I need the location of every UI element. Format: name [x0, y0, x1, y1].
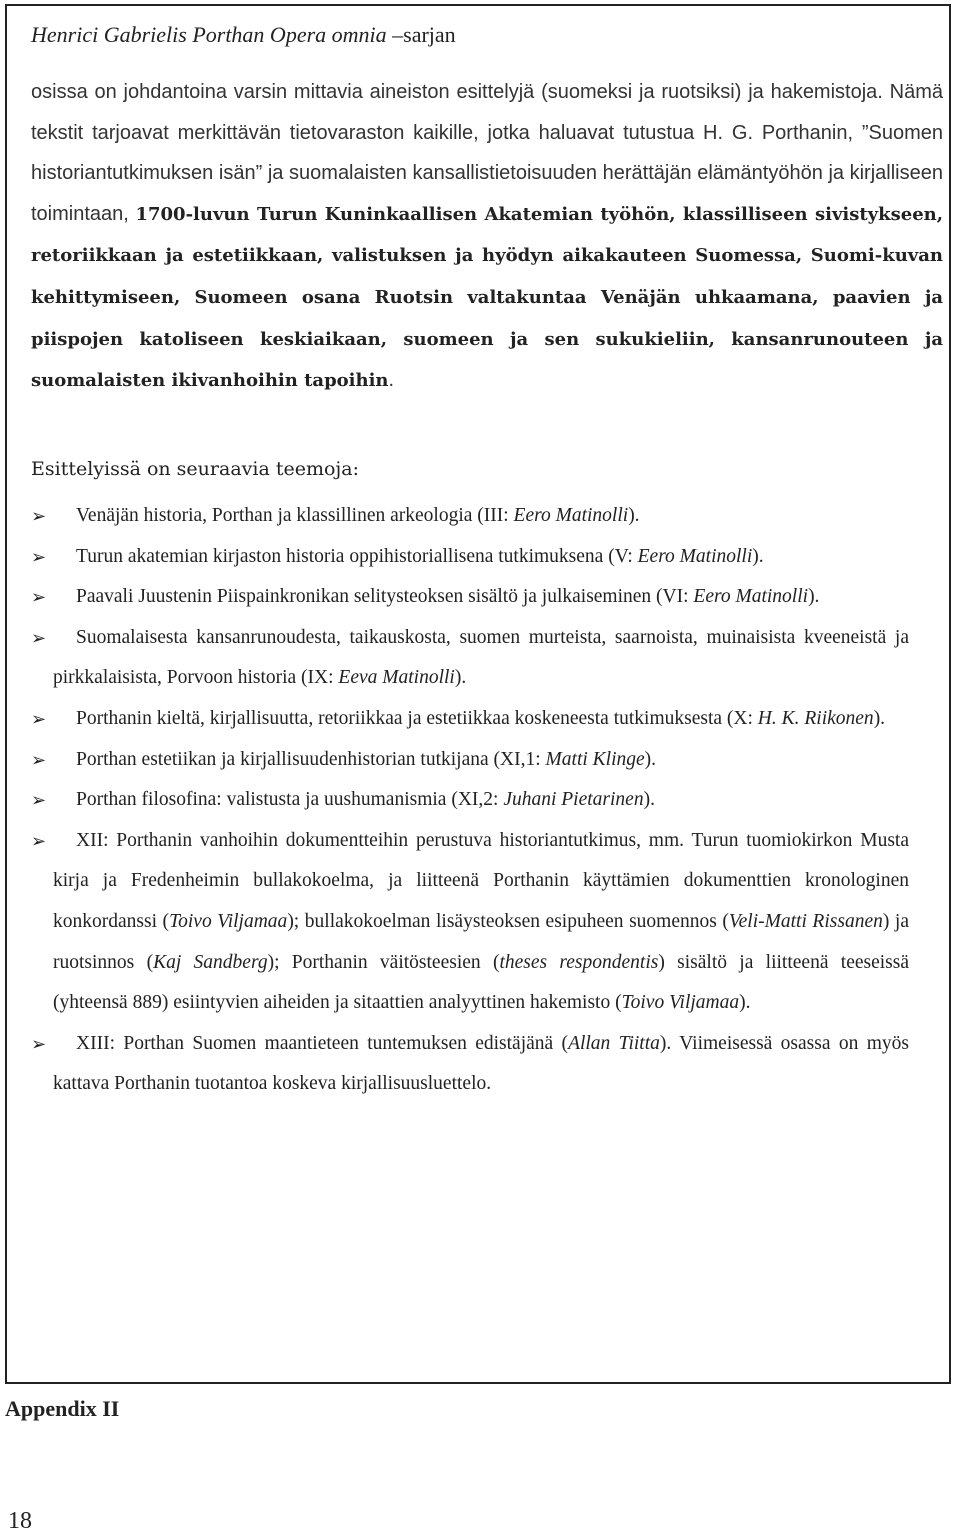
item-text: Porthan filosofina: valistusta ja uushumanismia (XI,2:	[76, 789, 504, 811]
item-text: ) sisältö ja liitteenä teeseissä (yhteensä 889) esiintyvien aiheiden ja sitaattien analyyttinen hakemisto (	[53, 951, 910, 1014]
item-author: Allan Tiitta	[568, 1032, 660, 1054]
list-item	[31, 618, 909, 699]
theme-list	[31, 496, 909, 1105]
arrow-bullet-icon: ➢	[31, 790, 47, 811]
list-item	[31, 537, 909, 578]
item-text: Venäjän historia, Porthan ja klassillinen arkeologia (III:	[76, 505, 514, 526]
series-title-suffix: –sarjan	[386, 22, 456, 47]
item-text: Suomalaisesta kansanrunoudesta, taikauskosta, suomen murteista, saarnoista, muinaisista kveeneistä ja pirkkalaisista, Porvoon historia (IX:	[53, 626, 909, 689]
item-author: Eero Matinolli	[693, 586, 809, 608]
intro-bold-topics: 1700-luvun Turun Kuninkaallisen Akatemian työhön, klassilliseen sivistykseen, retoriikkaan ja estetiikkaan, valistuksen ja hyödyn aikakauteen Suomessa, Suomi-kuvan kehittymiseen, Suomeen osana Ruotsin valtakuntaa Venäjän uhkaamana, paavien ja piispojen katoliseen keskiaikaan, suomeen ja sen sukukieliin, kansanrunouteen ja suomalaisten ikivanhoihin tapoihin	[31, 203, 944, 392]
list-item	[31, 699, 909, 740]
intro-text: osissa on johdantoina varsin mittavia aineiston esittelyjä (suomeksi ja ruotsiksi) ja hakemistoja. Nämä tekstit tarjoavat merkittävän tietovaraston kaikille, jotka haluavat tutustua H. G. Porthanin, ”Suomen historiantutkimuksen isän” ja suomalaisten kansallistietoisuuden herättäjän elämäntyöhön ja kirjalliseen toimintaan,	[31, 81, 943, 225]
list-item	[31, 821, 909, 1024]
item-text: ) ja ruotsinnos (	[53, 910, 909, 973]
item-text: Turun akatemian kirjaston historia oppihistoriallisena tutkimuksena (V:	[76, 545, 638, 567]
page-number: 18	[8, 1508, 32, 1534]
list-item	[31, 496, 909, 537]
item-text: Porthan estetiikan ja kirjallisuudenhistorian tutkijana (XI,1:	[76, 748, 546, 770]
list-item	[31, 780, 909, 821]
arrow-bullet-icon: ➢	[31, 546, 47, 567]
item-author: Toivo Viljamaa	[621, 992, 740, 1014]
item-text-end: ).	[739, 992, 751, 1014]
item-text: ); Porthanin väitösteesien (	[267, 951, 500, 973]
item-author: Eero Matinolli	[513, 505, 629, 526]
arrow-bullet-icon: ➢	[31, 749, 47, 770]
arrow-bullet-icon: ➢	[31, 708, 47, 729]
item-author: Eeva Matinolli	[338, 667, 455, 689]
item-author: Juhani Pietarinen	[503, 789, 644, 811]
item-latin-term: theses respondentis	[499, 951, 659, 973]
item-text: Porthanin kieltä, kirjallisuutta, retoriikkaa ja estetiikkaa koskeneesta tutkimuksesta (X:	[76, 707, 758, 729]
item-text-end: ).	[628, 505, 640, 526]
item-text-end: ).	[643, 789, 655, 811]
item-text: XII: Porthanin vanhoihin dokumentteihin perustuva historiantutkimus, mm. Turun tuomiokirkon Musta kirja ja Fredenheimin bullakokoelma, ja liitteenä Porthanin käyttämien dokumenttien kronologinen konkordanssi (	[53, 829, 909, 932]
list-item	[31, 740, 909, 781]
appendix-heading: Appendix II	[5, 1396, 120, 1421]
item-text: XIII: Porthan Suomen maantieteen tuntemuksen edistäjänä (	[76, 1032, 569, 1054]
item-text-end: ).	[644, 748, 657, 770]
themes-label: Esittelyissä on seuraavia teemoja:	[31, 458, 360, 480]
intro-end: .	[388, 369, 395, 392]
item-text-end: ).	[752, 545, 764, 567]
series-title: Henrici Gabrielis Porthan Opera omnia	[31, 22, 387, 47]
item-author: Toivo Viljamaa	[169, 910, 288, 932]
arrow-bullet-icon: ➢	[31, 1033, 47, 1054]
item-author: Matti Klinge	[545, 748, 645, 770]
arrow-bullet-icon: ➢	[31, 627, 47, 648]
item-text-end: ).	[808, 586, 820, 608]
item-text-end: ). Viimeisessä osassa on myös kattava Porthanin tuotantoa koskeva kirjallisuusluettelo.	[53, 1032, 909, 1095]
item-text-end: ).	[454, 667, 467, 689]
item-text: ); bullakokoelman lisäysteoksen esipuheen suomennos (	[287, 910, 729, 932]
info-box	[5, 4, 951, 1384]
intro-paragraph	[31, 72, 943, 402]
item-author: Veli-Matti Rissanen	[728, 910, 883, 932]
box-title	[31, 22, 456, 48]
item-author: H. K. Riikonen	[757, 707, 874, 729]
list-item	[31, 1024, 909, 1105]
item-text: Paavali Juustenin Piispainkronikan selitysteoksen sisältö ja julkaiseminen (VI:	[76, 586, 694, 608]
arrow-bullet-icon: ➢	[31, 830, 47, 851]
item-author: Kaj Sandberg	[153, 951, 268, 973]
list-item	[31, 577, 909, 618]
arrow-bullet-icon: ➢	[31, 506, 47, 526]
item-author: Eero Matinolli	[637, 545, 753, 567]
arrow-bullet-icon: ➢	[31, 587, 47, 608]
item-text-end: ).	[873, 707, 886, 729]
